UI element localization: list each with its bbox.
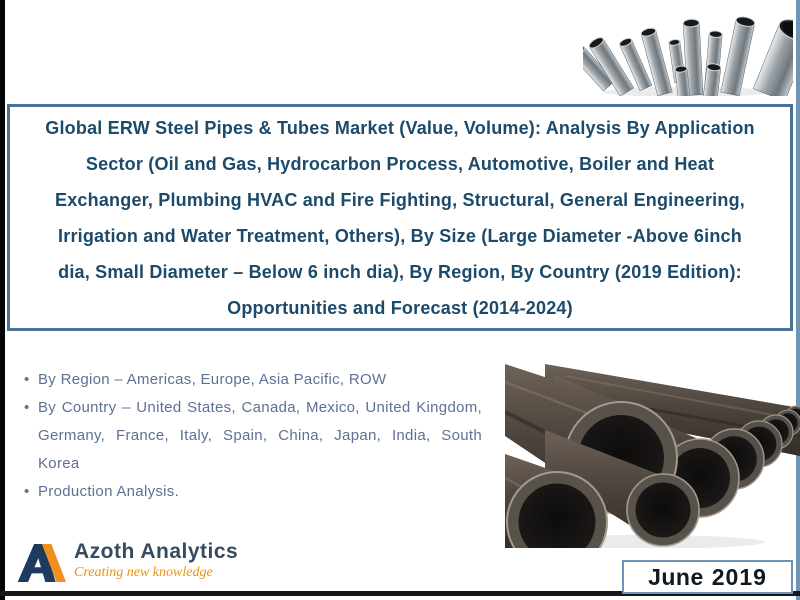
steel-tubes-cluster-image bbox=[583, 2, 793, 96]
scope-bullet-list bbox=[24, 366, 482, 506]
bullet-text: By Country – United States, Canada, Mexico, United Kingdom, Germany, France, Italy, Spain, China, Japan, India, South Korea bbox=[38, 399, 482, 472]
bullet-text: By Region – Americas, Europe, Asia Pacific, ROW bbox=[38, 371, 387, 388]
left-edge-strip bbox=[0, 0, 5, 600]
title-line-1: Global ERW Steel Pipes & Tubes Market (Value, Volume): Analysis By Application bbox=[45, 117, 755, 138]
bullet-icon: • bbox=[24, 399, 30, 416]
title-line-3: Exchanger, Plumbing HVAC and Fire Fighting, Structural, General Engineering, bbox=[55, 189, 745, 210]
bullet-icon: • bbox=[24, 371, 30, 388]
publication-year: 2019 bbox=[711, 563, 767, 590]
bullet-icon: • bbox=[24, 483, 30, 500]
azoth-logo-icon bbox=[16, 540, 66, 586]
bullet-text: Production Analysis. bbox=[38, 483, 180, 500]
title-line-2: Sector (Oil and Gas, Hydrocarbon Process, Automotive, Boiler and Heat bbox=[85, 153, 715, 174]
logo-tagline: Creating new knowledge bbox=[74, 565, 213, 580]
report-title-box bbox=[7, 104, 793, 331]
company-logo bbox=[16, 540, 238, 586]
bullet-item-country bbox=[24, 394, 482, 478]
publication-date-box bbox=[622, 560, 793, 594]
title-line-5: dia, Small Diameter – Below 6 inch dia), By Region, By Country (2019 Edition): bbox=[58, 261, 742, 282]
bullet-item-production bbox=[24, 478, 482, 506]
title-line-4: Irrigation and Water Treatment, Others), By Size (Large Diameter -Above 6inch bbox=[58, 225, 742, 246]
stacked-steel-pipes-image bbox=[505, 360, 800, 548]
bullet-item-region bbox=[24, 366, 482, 394]
title-line-6: Opportunities and Forecast (2014-2024) bbox=[227, 297, 573, 318]
logo-company-name: Azoth Analytics bbox=[74, 540, 239, 563]
publication-month: June bbox=[648, 563, 704, 590]
